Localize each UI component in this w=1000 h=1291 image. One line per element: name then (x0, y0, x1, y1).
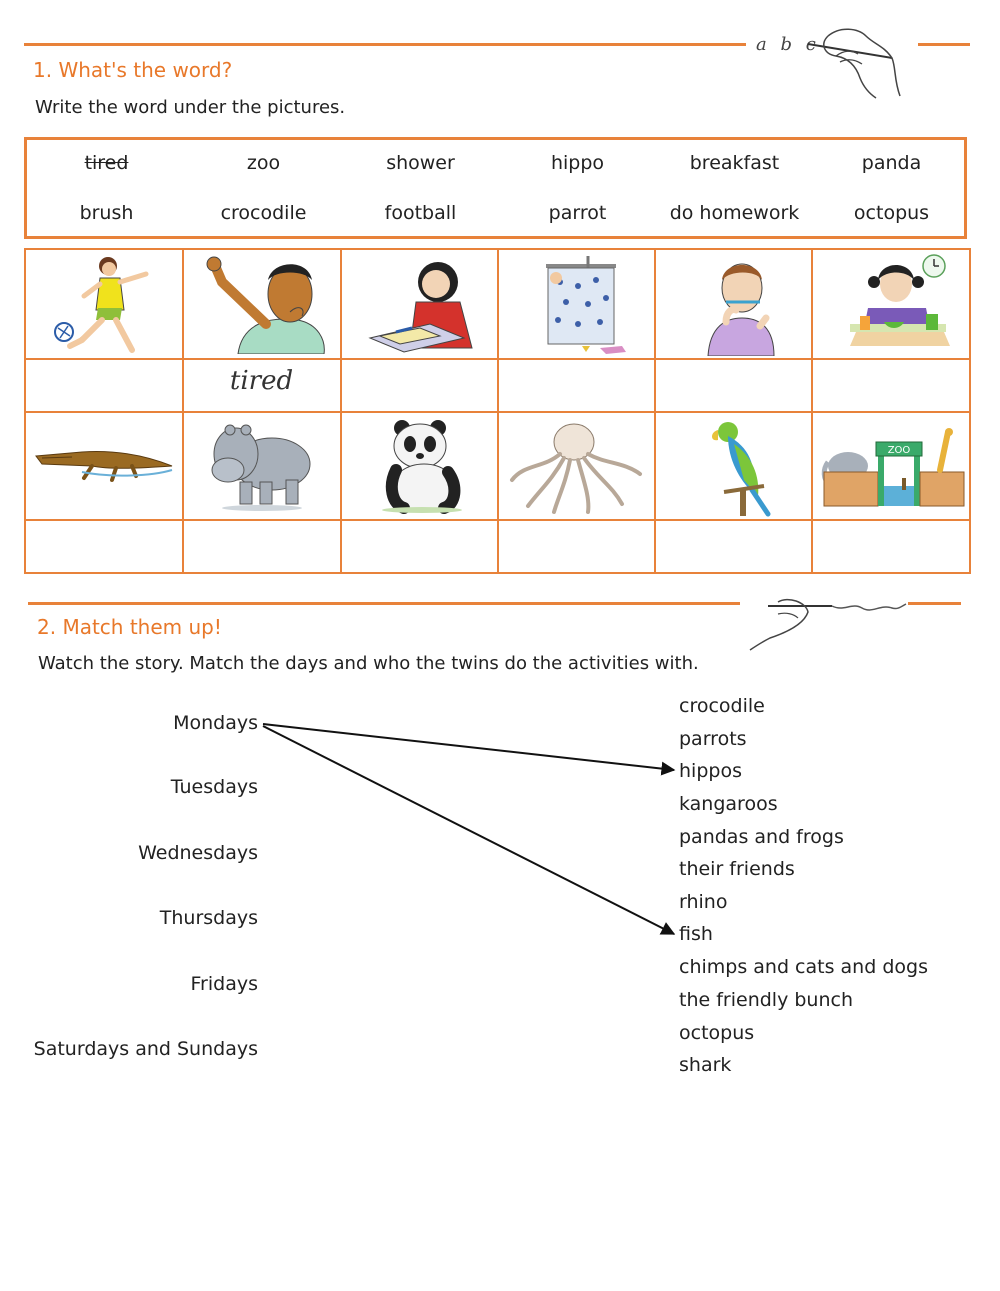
option-label[interactable]: their friends (679, 858, 795, 880)
match-arrow-mondays-fish (263, 726, 674, 934)
word-bank-item: shower (386, 152, 455, 174)
word-bank-item: parrot (548, 202, 607, 224)
word-bank-item: brush (79, 202, 134, 224)
day-label[interactable]: Tuesdays (170, 776, 258, 798)
section1-rule-left (24, 43, 746, 46)
option-label[interactable]: chimps and cats and dogs (679, 956, 928, 978)
word-bank (24, 137, 967, 239)
option-label[interactable]: shark (679, 1054, 732, 1076)
zoo-sign-label: ZOO (887, 445, 911, 456)
section1-title: 1. What's the word? (33, 58, 233, 82)
word-bank-item: tired (84, 152, 129, 174)
option-label[interactable]: octopus (679, 1022, 755, 1044)
writing-hand-icon (748, 598, 908, 652)
breakfast-picture (826, 252, 966, 356)
word-bank-item: football (384, 202, 457, 224)
match-arrow-mondays-hippos (263, 724, 674, 770)
day-label[interactable]: Wednesdays (138, 842, 258, 864)
word-bank-item: hippo (550, 152, 605, 174)
crocodile-picture (32, 436, 177, 496)
option-label[interactable]: kangaroos (679, 793, 778, 815)
panda-picture (372, 416, 472, 516)
section2-instruction: Watch the story. Match the days and who the twins do the activities with. (38, 653, 699, 674)
word-bank-item: panda (861, 152, 922, 174)
tired-picture (198, 254, 328, 354)
homework-picture (360, 254, 490, 354)
zoo-picture (818, 426, 968, 512)
writing-hand-icon (800, 22, 915, 102)
section1-rule-right (918, 43, 970, 46)
word-bank-item: breakfast (689, 152, 780, 174)
picture-grid (24, 248, 971, 574)
option-label[interactable]: crocodile (679, 695, 765, 717)
option-label[interactable]: rhino (679, 891, 728, 913)
word-bank-item: zoo (246, 152, 281, 174)
day-label[interactable]: Mondays (173, 712, 258, 734)
shower-picture (526, 254, 636, 358)
option-label[interactable]: fish (679, 923, 713, 945)
answer-cell[interactable]: tired (229, 366, 294, 396)
abc-decoration: a b c (756, 34, 820, 55)
brush-teeth-picture (686, 252, 796, 356)
option-label[interactable]: hippos (679, 760, 742, 782)
option-label[interactable]: pandas and frogs (679, 826, 844, 848)
option-label[interactable]: parrots (679, 728, 747, 750)
day-label[interactable]: Fridays (190, 973, 258, 995)
section2-title: 2. Match them up! (37, 615, 222, 639)
word-bank-item: do homework (669, 202, 800, 224)
day-label[interactable]: Thursdays (159, 907, 258, 929)
option-label[interactable]: the friendly bunch (679, 989, 853, 1011)
hippo-picture (206, 418, 316, 514)
section2-rule-right (908, 602, 961, 605)
section2-rule-left (28, 602, 740, 605)
octopus-picture (504, 420, 649, 516)
word-bank-item: crocodile (220, 202, 307, 224)
football-picture (46, 254, 166, 354)
day-label[interactable]: Saturdays and Sundays (33, 1038, 258, 1060)
section1-instruction: Write the word under the pictures. (35, 97, 346, 118)
word-bank-item: octopus (853, 202, 930, 224)
parrot-picture (688, 416, 788, 520)
